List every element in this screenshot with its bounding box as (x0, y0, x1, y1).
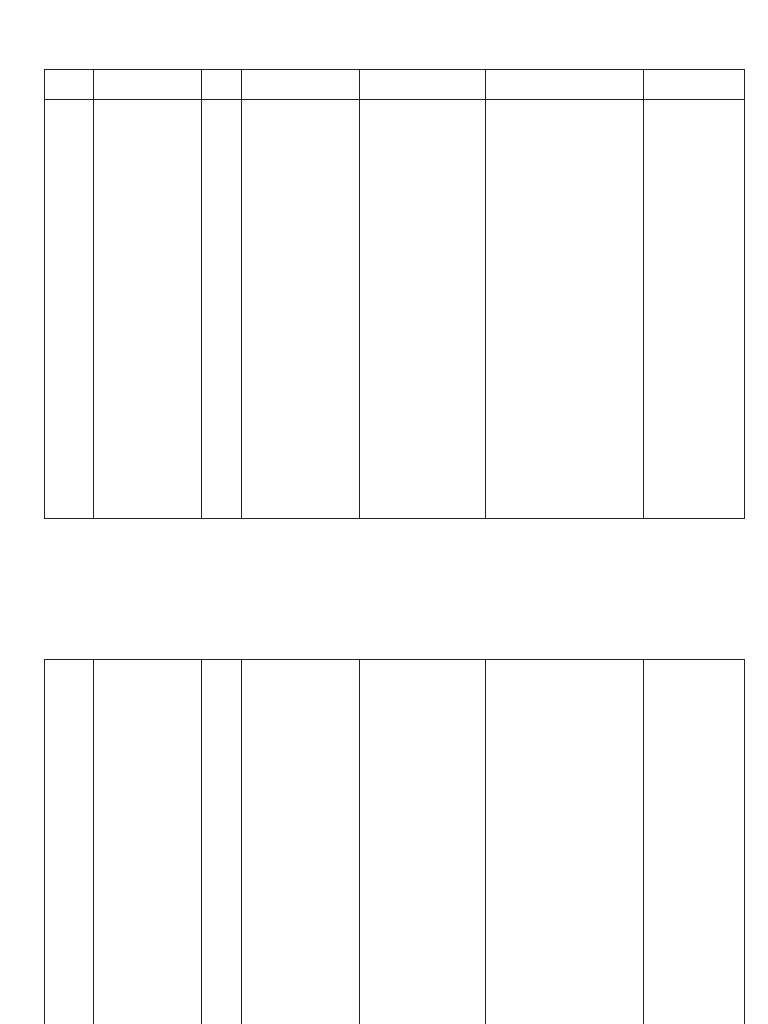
column-divider (643, 660, 644, 1024)
column-divider (359, 70, 360, 518)
column-divider (485, 660, 486, 1024)
column-divider (93, 70, 94, 518)
column-divider (643, 70, 644, 518)
column-divider (241, 660, 242, 1024)
column-divider (93, 660, 94, 1024)
care-plan-table-2 (44, 659, 745, 1024)
column-divider (485, 70, 486, 518)
column-divider (359, 660, 360, 1024)
header-divider (45, 99, 744, 100)
care-plan-table-1 (44, 69, 745, 519)
column-divider (241, 70, 242, 518)
column-divider (201, 660, 202, 1024)
column-divider (201, 70, 202, 518)
